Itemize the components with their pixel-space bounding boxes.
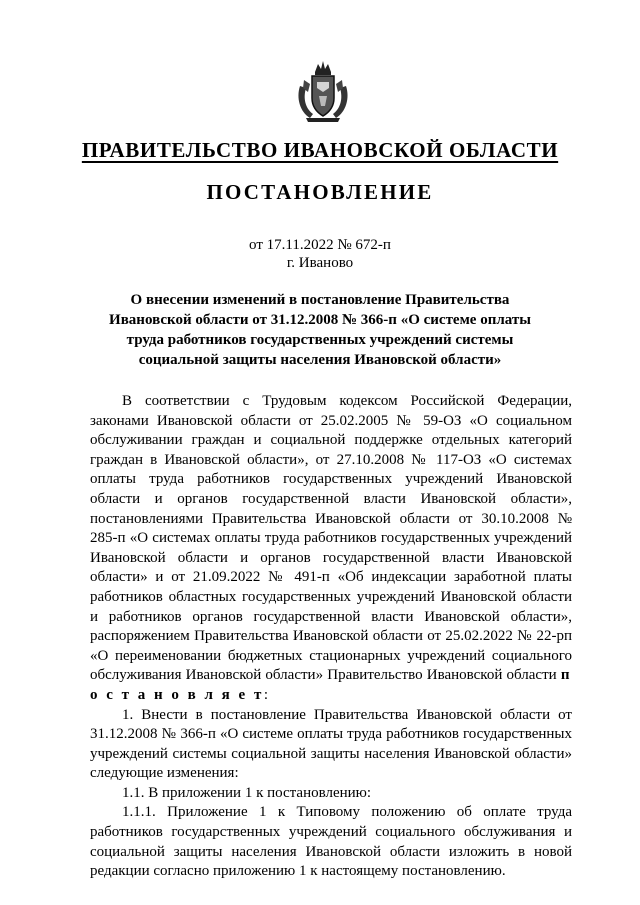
date-number: от 17.11.2022 № 672-п: [249, 237, 391, 253]
document-body: [90, 392, 572, 882]
item-1-1-1: 1.1.1. Приложение 1 к Типовому положению об оплате труда работников государственных учреждений социального обслуживания и социальной защиты населения Ивановской области изложить в новой редакции согласно приложению 1 к настоящему постановлению.: [90, 804, 572, 880]
document-title: О внесении изменений в постановление Правительства Ивановской области от 31.12.2008 № 366-п «О системе оплаты труда работников государственных учреждений системы социальной защиты населения Ивановской области»: [109, 292, 531, 368]
organization-name: ПРАВИТЕЛЬСТВО ИВАНОВСКОЙ ОБЛАСТИ: [81, 138, 559, 162]
item-1-1: 1.1. В приложении 1 к постановлению:: [122, 784, 372, 801]
resolves-colon: :: [263, 686, 268, 703]
city: г. Иваново: [286, 255, 354, 271]
item-1: 1. Внести в постановление Правительства Ивановской области от 31.12.2008 № 366-п «О системе оплаты труда работников государственных учреждений системы социальной защиты населения Ивановской области» следующие изменения:: [90, 706, 572, 782]
preamble-text: В соответствии с Трудовым кодексом Российской Федерации, законами Ивановской области от 25.02.2005 № 59-ОЗ «О социальном обслуживании граждан и социальной поддержке отдельных категорий граждан в Ивановской области», от 27.10.2008 № 117-ОЗ «О системах оплаты труда работников государственных учреждений Ивановской области и органов государственной власти Ивановской области», постановлениями Правительства Ивановской области от 30.10.2008 № 285-п «О системах оплаты труда работников государственных учреждений Ивановской области и органов государственной власти Ивановской области» и от 21.09.2022 № 491-п «Об индексации заработной платы работников областных государственных учреждений Ивановской области и работников органов государственной власти Ивановской области», распоряжением Правительства Ивановской области от 25.02.2022 № 22-рп «О переименовании бюджетных стационарных учреждений социального обслуживания Ивановской области» Правительство Ивановской области: [90, 393, 572, 684]
coat-of-arms-emblem: [294, 58, 352, 124]
date-number-block: [0, 236, 640, 272]
document-type: ПОСТАНОВЛЕНИЕ: [206, 180, 434, 204]
resolves-word: п о с т а н о в л я е т: [90, 667, 573, 703]
preamble-paragraph: [90, 392, 572, 706]
